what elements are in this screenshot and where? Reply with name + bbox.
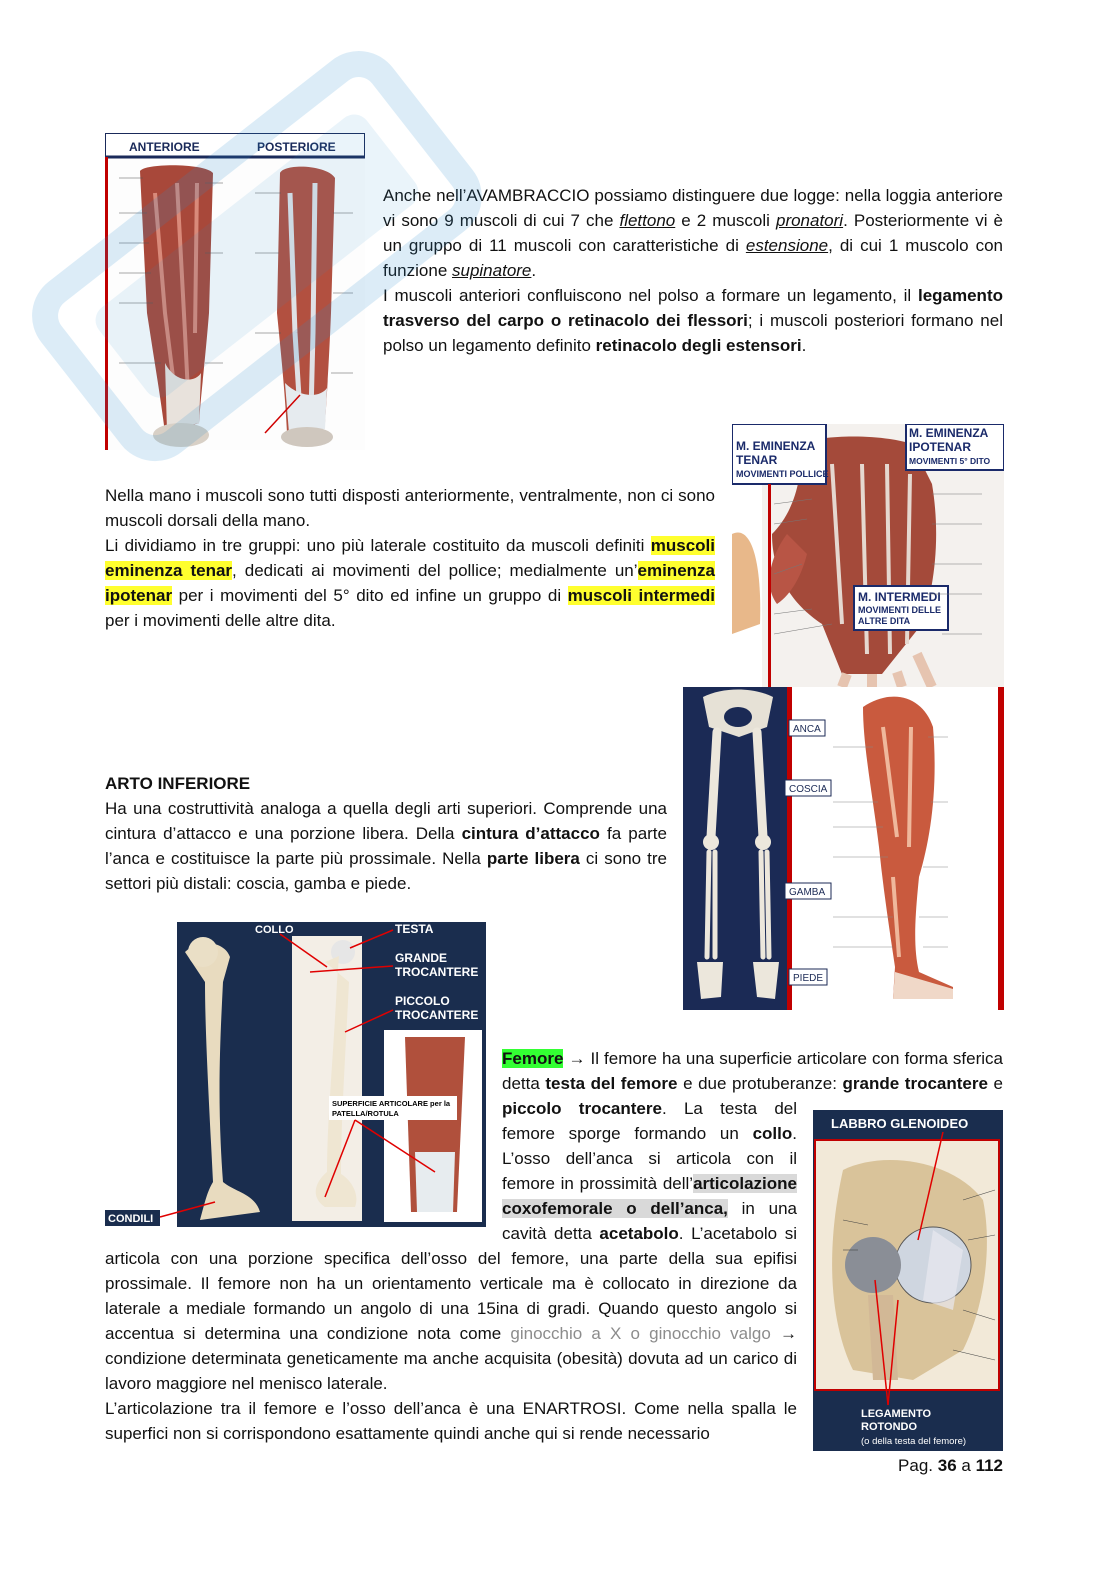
p6-text-i: L’articolazione tra il femore e l’osso dell’anca è una ENARTROSI. Come nella spalla le superfici non si corrispondono esattamente quindi anche qui si rende necessario bbox=[105, 1399, 797, 1443]
paragraph-avambraccio bbox=[383, 183, 1003, 283]
term-pronatori: pronatori bbox=[775, 211, 844, 230]
femore-float-spacer-left bbox=[105, 1046, 502, 1246]
label-tenar-2: TENAR bbox=[736, 453, 778, 467]
highlight-femore: Femore bbox=[502, 1049, 564, 1068]
term-estensione: estensione bbox=[745, 236, 829, 255]
footer-total-pages: 112 bbox=[975, 1456, 1003, 1475]
label-coscia: COSCIA bbox=[789, 784, 828, 795]
term-collo: collo bbox=[752, 1124, 793, 1143]
label-anca: ANCA bbox=[793, 724, 821, 735]
label-condili: CONDILI bbox=[108, 1213, 154, 1225]
p5-text-c: ci sono tre settori più distali: coscia, gamba e piede. bbox=[105, 849, 668, 893]
label-intermedi-2: MOVIMENTI DELLE bbox=[858, 605, 941, 615]
label-legamento-1: LEGAMENTO bbox=[861, 1408, 932, 1420]
label-grande-2: TROCANTERE bbox=[395, 965, 479, 979]
label-labbro-glenoideo: LABBRO GLENOIDEO bbox=[831, 1116, 969, 1131]
term-acetabolo: acetabolo bbox=[599, 1224, 679, 1243]
term-piccolo-trocantere: piccolo trocantere bbox=[502, 1099, 662, 1118]
p2-text-c: . bbox=[801, 336, 807, 355]
p4-text-b: , dedicati ai movimenti del pollice; medialmente un’ bbox=[232, 561, 638, 580]
p4-text-d: per i movimenti delle altre dita. bbox=[105, 611, 336, 630]
label-piede: PIEDE bbox=[793, 973, 824, 984]
term-cintura-attacco: cintura d’attacco bbox=[461, 824, 600, 843]
term-testa-femore: testa del femore bbox=[545, 1074, 678, 1093]
label-legamento-3: (o della testa del femore) bbox=[861, 1436, 967, 1447]
p1-text-e: . bbox=[531, 261, 537, 280]
arrow-2: → bbox=[770, 1324, 797, 1343]
label-ipotenar-2: IPOTENAR bbox=[909, 440, 972, 454]
heading-text: ARTO INFERIORE bbox=[105, 774, 251, 793]
label-grande-1: GRANDE bbox=[395, 951, 448, 965]
term-parte-libera: parte libera bbox=[486, 849, 580, 868]
p4-text-a: Li dividiamo in tre gruppi: uno più laterale costituito da muscoli definiti bbox=[105, 536, 651, 555]
p2-text-b: ; i muscoli posteriori formano nel polso un legamento definito bbox=[383, 311, 1003, 355]
hip-joint-figure bbox=[813, 1110, 1003, 1451]
label-superficie-2: PATELLA/ROTULA bbox=[332, 1109, 399, 1118]
paragraph-arto-inferiore bbox=[105, 796, 667, 896]
label-legamento-2: ROTONDO bbox=[861, 1421, 918, 1433]
p6-text-f: in una cavità detta bbox=[502, 1199, 797, 1243]
term-grande-trocantere: grande trocantere bbox=[842, 1074, 988, 1093]
label-posteriore: POSTERIORE bbox=[257, 140, 336, 154]
paragraph-gruppi bbox=[105, 533, 715, 633]
arrow-1: → bbox=[563, 1049, 591, 1068]
label-piccolo-2: TROCANTERE bbox=[395, 1008, 479, 1022]
footer-pag-label: Pag. bbox=[898, 1456, 938, 1475]
term-retinacolo-flessori: legamento trasverso del carpo o retinacolo dei flessori bbox=[383, 286, 1003, 330]
label-gamba: GAMBA bbox=[789, 887, 826, 898]
label-superficie-1: SUPERFICIE ARTICOLARE per la bbox=[332, 1099, 451, 1108]
hand-muscles-figure bbox=[732, 424, 1004, 687]
forearm-muscles-figure bbox=[105, 133, 365, 450]
label-anteriore: ANTERIORE bbox=[129, 140, 200, 154]
highlight-eminenza-tenar: muscoli eminenza tenar bbox=[105, 536, 715, 580]
p6-text-h: condizione determinata geneticamente ma anche acquisita (obesità) dovuta ad un carico di lavoro maggiore nel menisco laterale. bbox=[105, 1349, 797, 1393]
term-retinacolo-estensori: retinacolo degli estensori bbox=[595, 336, 802, 355]
heading-arto-inferiore bbox=[105, 771, 505, 796]
page-footer bbox=[853, 1453, 1003, 1478]
label-tenar-1: M. EMINENZA bbox=[736, 439, 816, 453]
p6-text-b: e due protuberanze: bbox=[677, 1074, 843, 1093]
p4-text-c: per i movimenti del 5° dito ed infine un gruppo di bbox=[172, 586, 568, 605]
p6-text-a: Il femore ha una superficie articolare con forma sferica detta bbox=[502, 1049, 1003, 1093]
label-intermedi-3: ALTRE DITA bbox=[858, 616, 911, 626]
footer-page-number: 36 bbox=[937, 1456, 957, 1475]
p5-text-a: Ha una costruttività analoga a quella degli arti superiori. Comprende una cintura d’attacco e una porzione libera. Della bbox=[105, 799, 667, 843]
p6-text-g: . L’acetabolo si articola con una porzione specifica dell’osso del femore, una parte della sua epifisi prossimale. Il femore non ha un orientamento verticale ma è collocato in direzione da laterale a mediale formando un angolo di una 15ina di gradi. Quando questo angolo si accentua si determina una condizione nota come bbox=[105, 1224, 797, 1343]
p6-text-e: . L’osso dell’anca si articola con il femore in prossimità dell’ bbox=[502, 1124, 797, 1193]
label-ipotenar-1: M. EMINENZA bbox=[909, 426, 989, 440]
highlight-articolazione-coxofemorale: articolazione coxofemorale o dell’anca, bbox=[502, 1174, 797, 1218]
term-ginocchio-valgo: ginocchio a X o ginocchio valgo bbox=[510, 1324, 771, 1343]
p1-text-b: e 2 muscoli bbox=[675, 211, 776, 230]
label-tenar-3: MOVIMENTI POLLICE bbox=[736, 469, 829, 479]
p2-text-a: I muscoli anteriori confluiscono nel polso a formare un legamento, il bbox=[383, 286, 918, 305]
highlight-muscoli-intermedi: muscoli intermedi bbox=[567, 586, 715, 605]
p6-text-c: e bbox=[987, 1074, 1003, 1093]
p1-text-d: , di cui 1 muscolo con funzione bbox=[383, 236, 1004, 280]
term-supinatore: supinatore bbox=[452, 261, 532, 280]
p3-text-a: Nella mano i muscoli sono tutti disposti anteriormente, ventralmente, non ci sono muscoli dorsali della mano. bbox=[105, 486, 715, 530]
label-intermedi-1: M. INTERMEDI bbox=[858, 590, 941, 604]
label-ipotenar-3: MOVIMENTI 5° DITO bbox=[909, 456, 991, 466]
highlight-eminenza-ipotenar: eminenza ipotenar bbox=[105, 561, 715, 605]
p1-text-c: . Posteriormente vi è un gruppo di 11 muscoli con caratteristiche di bbox=[383, 211, 1003, 255]
lower-limb-figure bbox=[683, 687, 1004, 1010]
footer-of: a bbox=[956, 1456, 976, 1475]
term-flettono: flettono bbox=[619, 211, 676, 230]
paragraph-mano bbox=[105, 483, 715, 533]
p6-text-d: . La testa del femore sporge formando un bbox=[502, 1099, 798, 1143]
label-testa: TESTA bbox=[395, 922, 434, 936]
label-piccolo-1: PICCOLO bbox=[395, 994, 450, 1008]
paragraph-retinacolo bbox=[383, 283, 1003, 358]
p1-text-a: Anche nell’AVAMBRACCIO possiamo distinguere due logge: nella loggia anteriore vi sono 9 muscoli di cui 7 che bbox=[383, 186, 1003, 230]
label-collo: COLLO bbox=[255, 924, 294, 936]
p5-text-b: fa parte l’anca e costituisce la parte più prossimale. Nella bbox=[105, 824, 667, 868]
